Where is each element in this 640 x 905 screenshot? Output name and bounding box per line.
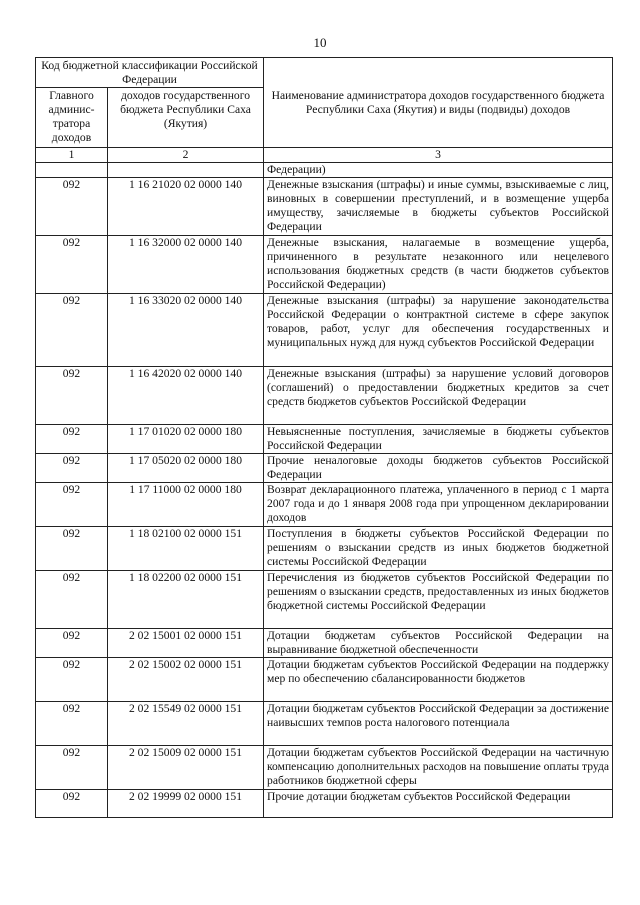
budget-code: 1 18 02100 02 0000 151 <box>108 527 264 571</box>
revenue-name: Поступления в бюджеты субъектов Российской Федерации по решениям о взыскании средств из иных бюджетов бюджетной системы Российской Федерации <box>264 527 613 571</box>
continuation-text: Федерации) <box>264 163 613 178</box>
header-group-title: Код бюджетной классификации Российской Федерации <box>36 58 264 88</box>
table-row <box>36 294 613 367</box>
revenue-name: Денежные взыскания (штрафы) за нарушение условий договоров (соглашений) о предоставлении бюджетных кредитов за счет средств бюджетов субъектов Российской Федерации <box>264 367 613 425</box>
revenue-name: Денежные взыскания (штрафы) за нарушение законодательства Российской Федерации о контрактной системе в сфере закупок товаров, работ, услуг для обеспечения государственных и муниципальных нужд для нужд субъектов Российской Федерации <box>264 294 613 367</box>
admin-code: 092 <box>36 629 108 658</box>
header-num-3: 3 <box>264 148 613 163</box>
budget-code: 2 02 19999 02 0000 151 <box>108 790 264 818</box>
budget-classification-table <box>35 57 613 818</box>
revenue-name: Дотации бюджетам субъектов Российской Федерации за достижение наивысших темпов роста налогового потенциала <box>264 702 613 746</box>
header-col2-title: доходов государственного бюджета Республики Саха (Якутия) <box>108 88 264 148</box>
header-num-1: 1 <box>36 148 108 163</box>
revenue-name: Прочие неналоговые доходы бюджетов субъектов Российской Федерации <box>264 454 613 483</box>
revenue-name: Прочие дотации бюджетам субъектов Российской Федерации <box>264 790 613 818</box>
revenue-name: Дотации бюджетам субъектов Российской Федерации на выравнивание бюджетной обеспеченности <box>264 629 613 658</box>
budget-code: 1 16 33020 02 0000 140 <box>108 294 264 367</box>
table-row <box>36 454 613 483</box>
table-row <box>36 658 613 702</box>
table-row <box>36 746 613 790</box>
revenue-name: Возврат декларационного платежа, уплаченного в период с 1 марта 2007 года и до 1 января 2008 года при упрощенном декларировании доходов <box>264 483 613 527</box>
table-row <box>36 425 613 454</box>
admin-code: 092 <box>36 571 108 629</box>
revenue-name: Перечисления из бюджетов субъектов Российской Федерации по решениям о взыскании средств, предоставленных из иных бюджетов бюджетной системы Российской Федерации <box>264 571 613 629</box>
budget-code: 2 02 15549 02 0000 151 <box>108 702 264 746</box>
budget-code: 2 02 15001 02 0000 151 <box>108 629 264 658</box>
admin-code: 092 <box>36 425 108 454</box>
admin-code: 092 <box>36 236 108 294</box>
table-row-continuation <box>36 163 613 178</box>
budget-code: 1 17 11000 02 0000 180 <box>108 483 264 527</box>
admin-code: 092 <box>36 483 108 527</box>
revenue-name: Дотации бюджетам субъектов Российской Федерации на поддержку мер по обеспечению сбалансированности бюджетов <box>264 658 613 702</box>
budget-code: 2 02 15009 02 0000 151 <box>108 746 264 790</box>
header-col3-title: Наименование администратора доходов государственного бюджета Республики Саха (Якутия) и виды (подвиды) доходов <box>264 58 613 148</box>
revenue-name: Невыясненные поступления, зачисляемые в бюджеты субъектов Российской Федерации <box>264 425 613 454</box>
table-row <box>36 571 613 629</box>
revenue-name: Дотации бюджетам субъектов Российской Федерации на частичную компенсацию дополнительных расходов на повышение оплаты труда работников бюджетной сферы <box>264 746 613 790</box>
budget-code: 2 02 15002 02 0000 151 <box>108 658 264 702</box>
table-row <box>36 483 613 527</box>
admin-code: 092 <box>36 527 108 571</box>
budget-code: 1 17 05020 02 0000 180 <box>108 454 264 483</box>
admin-code: 092 <box>36 454 108 483</box>
page-number: 10 <box>313 35 327 50</box>
admin-code: 092 <box>36 658 108 702</box>
budget-code: 1 17 01020 02 0000 180 <box>108 425 264 454</box>
budget-code: 1 16 32000 02 0000 140 <box>108 236 264 294</box>
revenue-name: Денежные взыскания (штрафы) и иные суммы, взыскиваемые с лиц, виновных в совершении преступлений, и в возмещение ущерба имуществу, зачисляемые в бюджеты субъектов Российской Федерации <box>264 178 613 236</box>
budget-code: 1 16 21020 02 0000 140 <box>108 178 264 236</box>
admin-code: 092 <box>36 178 108 236</box>
table-row <box>36 790 613 818</box>
table-row <box>36 367 613 425</box>
header-col1-title: Главного админис-тратора доходов <box>36 88 108 148</box>
budget-code: 1 16 42020 02 0000 140 <box>108 367 264 425</box>
table-row <box>36 178 613 236</box>
admin-code: 092 <box>36 367 108 425</box>
budget-code: 1 18 02200 02 0000 151 <box>108 571 264 629</box>
table-row <box>36 629 613 658</box>
revenue-name: Денежные взыскания, налагаемые в возмещение ущерба, причиненного в результате незаконного или нецелевого использования бюджетных средств (в части бюджетов субъектов Российской Федерации) <box>264 236 613 294</box>
table-row <box>36 702 613 746</box>
table-row <box>36 527 613 571</box>
admin-code: 092 <box>36 790 108 818</box>
admin-code: 092 <box>36 294 108 367</box>
header-num-2: 2 <box>108 148 264 163</box>
table-row <box>36 236 613 294</box>
admin-code: 092 <box>36 746 108 790</box>
admin-code: 092 <box>36 702 108 746</box>
